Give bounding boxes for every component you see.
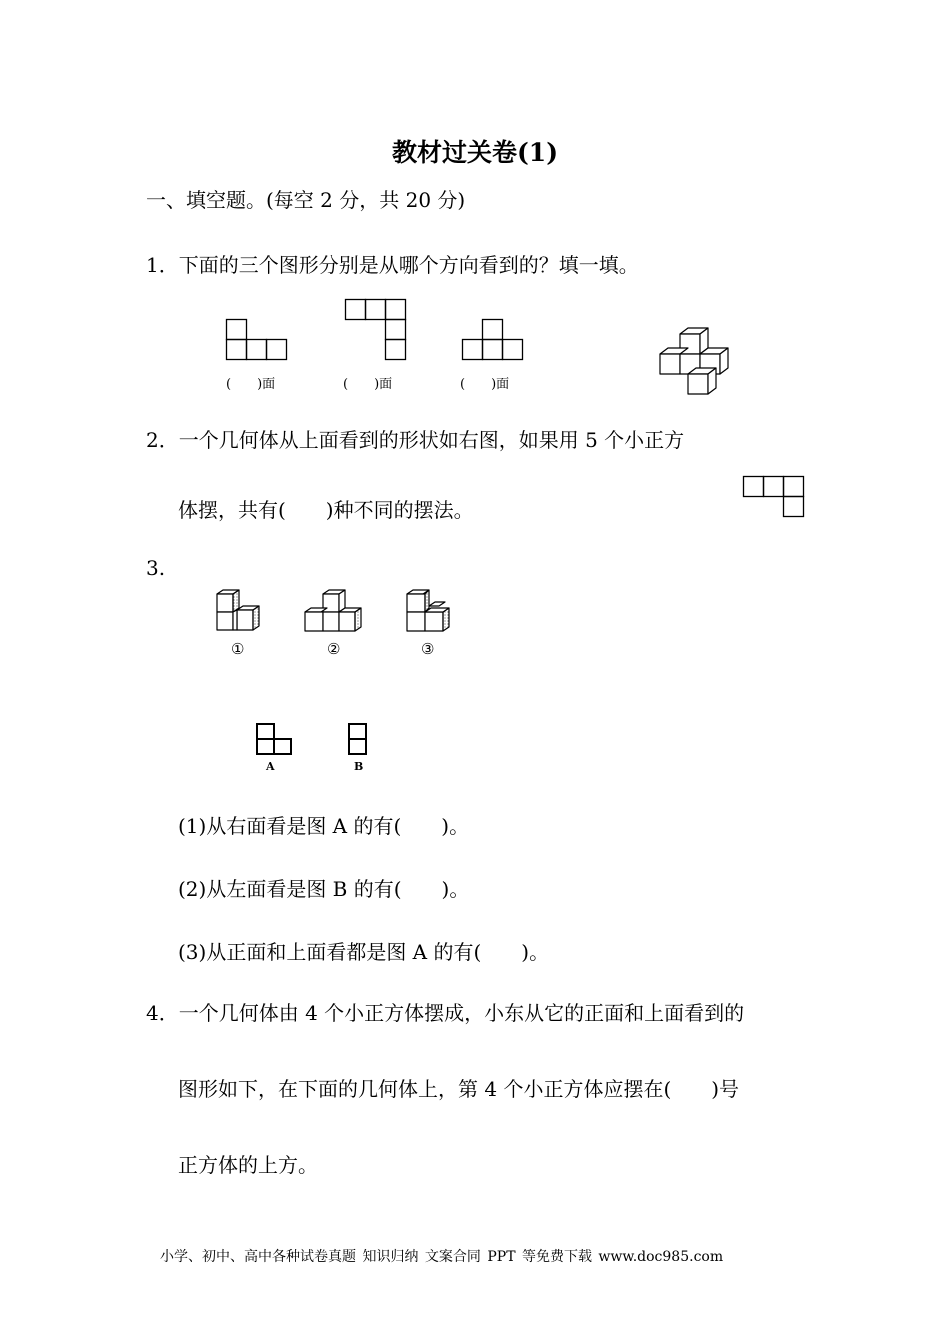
q1-caption-1: ( )面 [226,377,276,392]
q3-solid-2 [303,590,373,640]
q1-isometric-solid [658,326,738,396]
question-3-number: 3. [146,556,166,580]
q3-solid-1 [215,590,275,640]
question-2-line-2: 体摆，共有( )种不同的摆法。 [178,498,474,522]
q1-caption-2: ( )面 [343,377,393,392]
q1-view-figure-3 [462,319,532,364]
q1-caption-3: ( )面 [460,377,510,392]
q3-subquestion-3: (3)从正面和上面看都是图 A 的有( )。 [178,940,550,964]
q2-top-view-figure [743,476,813,521]
q3-figure-label-2: ② [327,640,341,658]
q1-view-figure-2 [345,299,415,364]
q3-view-A [256,723,296,763]
page-title: 教材过关卷(1) [391,138,559,167]
q3-view-B-label: B [354,760,364,773]
q3-subquestion-2: (2)从左面看是图 B 的有( )。 [178,877,470,901]
q3-view-B [348,723,373,763]
question-4-line-1: 4．一个几何体由 4 个小正方体摆成，小东从它的正面和上面看到的 [146,1001,745,1025]
q3-figure-label-1: ① [231,640,245,658]
question-4-line-3: 正方体的上方。 [178,1153,318,1177]
q3-view-A-label: A [266,760,275,773]
q1-view-figure-1 [226,319,296,364]
question-1-text: 1．下面的三个图形分别是从哪个方向看到的？填一填。 [146,253,639,277]
q3-figure-label-3: ③ [421,640,435,658]
question-4-line-2: 图形如下，在下面的几何体上，第 4 个小正方体应摆在( )号 [178,1077,740,1101]
q3-solid-3 [405,590,465,640]
q3-subquestion-1: (1)从右面看是图 A 的有( )。 [178,814,470,838]
section-heading: 一、填空题。(每空 2 分，共 20 分) [146,188,466,212]
question-2-line-1: 2．一个几何体从上面看到的形状如右图，如果用 5 个小正方 [146,428,685,452]
page-footer: 小学、初中、高中各种试卷真题 知识归纳 文案合同 PPT 等免费下载 www.doc985.com [160,1249,724,1265]
